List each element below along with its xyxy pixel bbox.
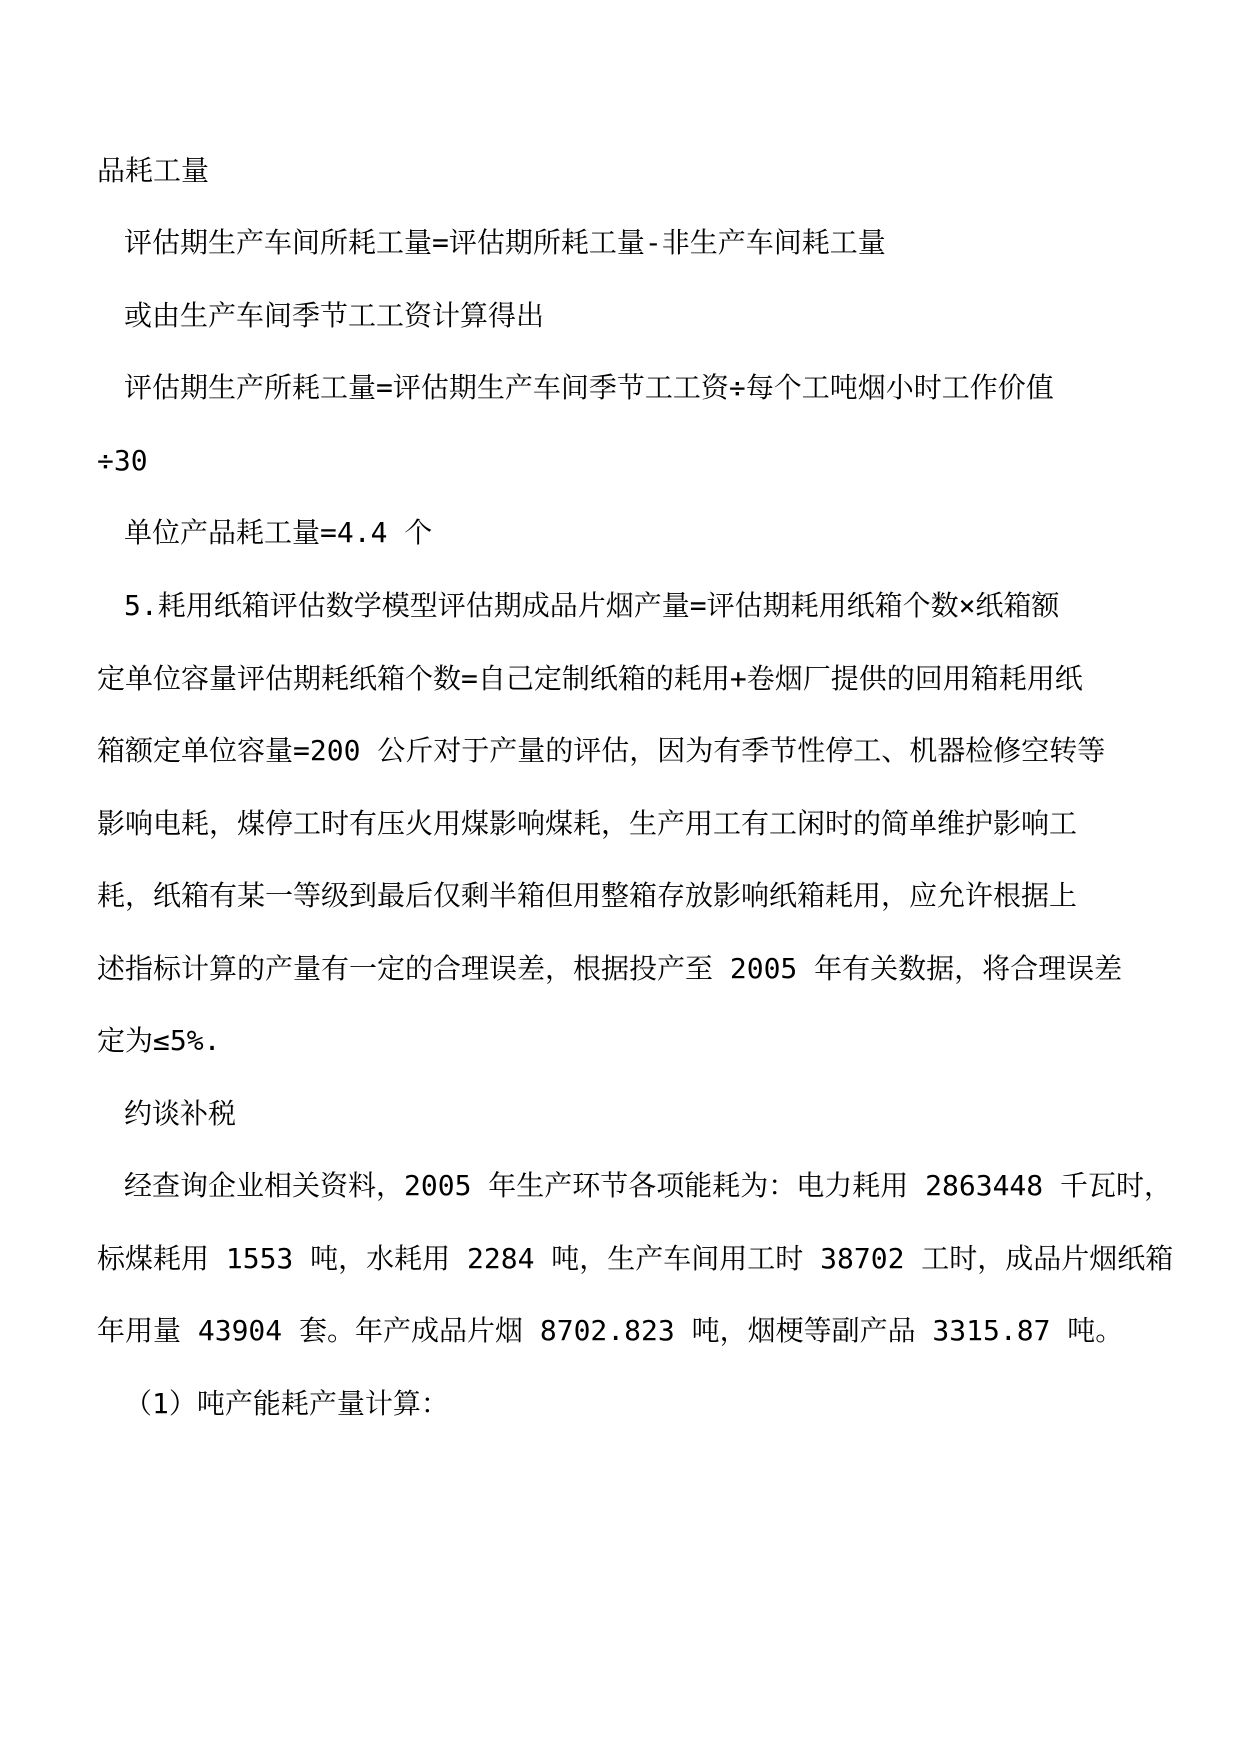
text-line: 5.耗用纸箱评估数学模型评估期成品片烟产量=评估期耗用纸箱个数×纸箱额 bbox=[124, 589, 1060, 622]
text-line: 述指标计算的产量有一定的合理误差，根据投产至 2005 年有关数据，将合理误差 bbox=[97, 952, 1123, 985]
text-line: 或由生产车间季节工工资计算得出 bbox=[124, 299, 545, 332]
text-line: 箱额定单位容量=200 公斤对于产量的评估，因为有季节性停工、机器检修空转等 bbox=[97, 734, 1106, 767]
text-line: 单位产品耗工量=4.4 个 bbox=[124, 516, 433, 549]
text-line: 品耗工量 bbox=[97, 154, 210, 187]
text-line: 耗，纸箱有某一等级到最后仅剩半箱但用整箱存放影响纸箱耗用，应允许根据上 bbox=[97, 879, 1078, 912]
text-line: 评估期生产车间所耗工量=评估期所耗工量-非生产车间耗工量 bbox=[124, 226, 886, 259]
text-line: （1）吨产能耗产量计算： bbox=[124, 1387, 449, 1420]
text-line: 定单位容量评估期耗纸箱个数=自己定制纸箱的耗用+卷烟厂提供的回用箱耗用纸 bbox=[97, 662, 1083, 695]
text-line: 定为≤5%. bbox=[97, 1024, 221, 1057]
text-line: 评估期生产所耗工量=评估期生产车间季节工工资÷每个工吨烟小时工作价值 bbox=[124, 371, 1054, 404]
text-line: 标煤耗用 1553 吨，水耗用 2284 吨，生产车间用工时 38702 工时，成品片烟纸箱 bbox=[97, 1242, 1174, 1275]
text-line: 经查询企业相关资料，2005 年生产环节各项能耗为：电力耗用 2863448 千瓦时， bbox=[124, 1169, 1173, 1202]
text-line: 影响电耗，煤停工时有压火用煤影响煤耗，生产用工有工闲时的简单维护影响工 bbox=[97, 807, 1078, 840]
text-line: 年用量 43904 套。年产成品片烟 8702.823 吨，烟梗等副产品 3315.87 吨。 bbox=[97, 1314, 1124, 1347]
text-line: 约谈补税 bbox=[124, 1097, 237, 1130]
text-line: ÷30 bbox=[97, 444, 148, 477]
